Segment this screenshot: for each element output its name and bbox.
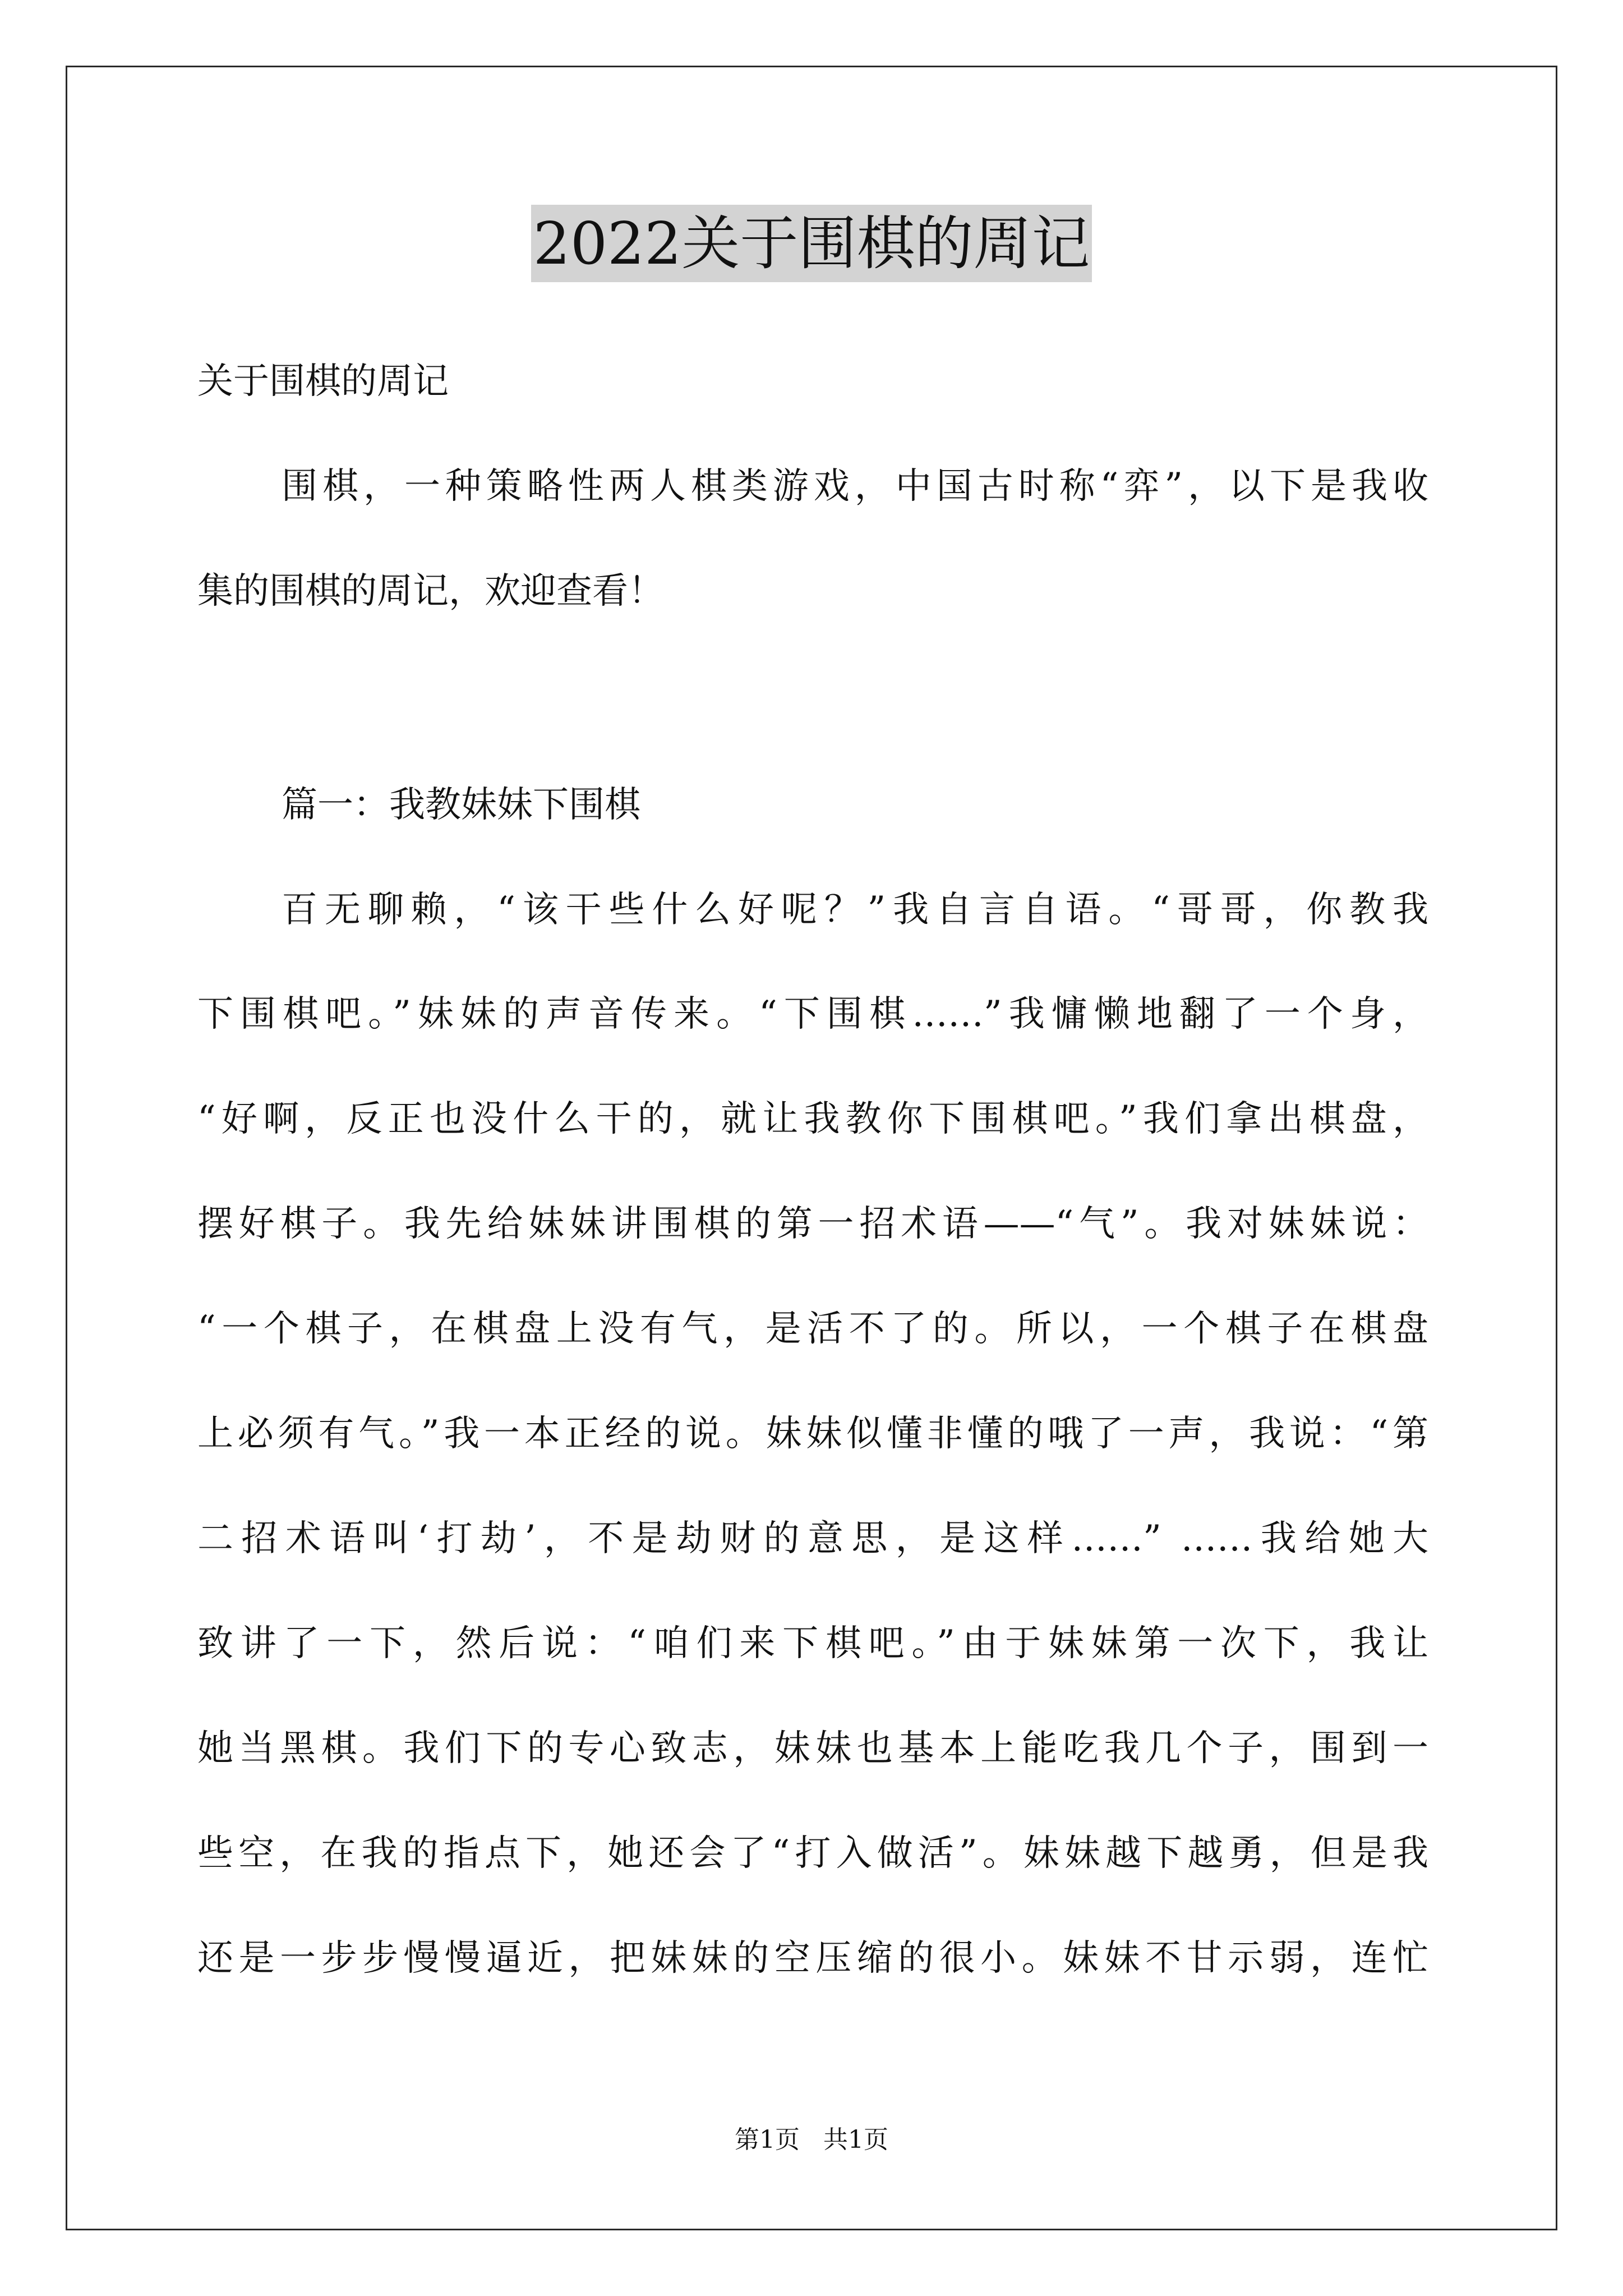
title-container bbox=[0, 205, 1623, 282]
body-line: 摆好棋子。我先给妹妹讲围棋的第一招术语——“气”。我对妹妹说： bbox=[197, 1203, 1428, 1245]
section-heading: 篇一：我教妹妹下围棋 bbox=[282, 784, 640, 826]
body-line: 些空，在我的指点下，她还会了“打入做活”。妹妹越下越勇，但是我 bbox=[197, 1833, 1428, 1874]
body-line: 她当黑棋。我们下的专心致志，妹妹也基本上能吃我几个子，围到一 bbox=[197, 1728, 1428, 1769]
subtitle: 关于围棋的周记 bbox=[197, 361, 449, 402]
page-number-footer: 第1页 共1页 bbox=[735, 2125, 888, 2154]
body-line: 百无聊赖，“该干些什么好呢？”我自言自语。“哥哥，你教我 bbox=[282, 889, 1428, 931]
body-line: 上必须有气。”我一本正经的说。妹妹似懂非懂的哦了一声，我说：“第 bbox=[197, 1413, 1428, 1455]
document-title: 2022关于围棋的周记 bbox=[531, 205, 1092, 282]
body-line: 下围棋吧。”妹妹的声音传来。“下围棋……”我慵懒地翻了一个身， bbox=[197, 993, 1428, 1035]
body-line: 还是一步步慢慢逼近，把妹妹的空压缩的很小。妹妹不甘示弱，连忙 bbox=[197, 1938, 1428, 1979]
intro-line: 集的围棋的周记，欢迎查看！ bbox=[197, 570, 664, 612]
body-line: 致讲了一下，然后说：“咱们来下棋吧。”由于妹妹第一次下，我让 bbox=[197, 1623, 1428, 1664]
intro-line: 围棋，一种策略性两人棋类游戏，中国古时称“弈”，以下是我收 bbox=[282, 466, 1428, 507]
body-line: “一个棋子，在棋盘上没有气，是活不了的。所以，一个棋子在棋盘 bbox=[197, 1308, 1428, 1350]
body-line: “好啊，反正也没什么干的，就让我教你下围棋吧。”我们拿出棋盘， bbox=[197, 1098, 1428, 1140]
body-line: 二招术语叫‘打劫’，不是劫财的意思，是这样……” ……我给她大 bbox=[197, 1518, 1428, 1559]
